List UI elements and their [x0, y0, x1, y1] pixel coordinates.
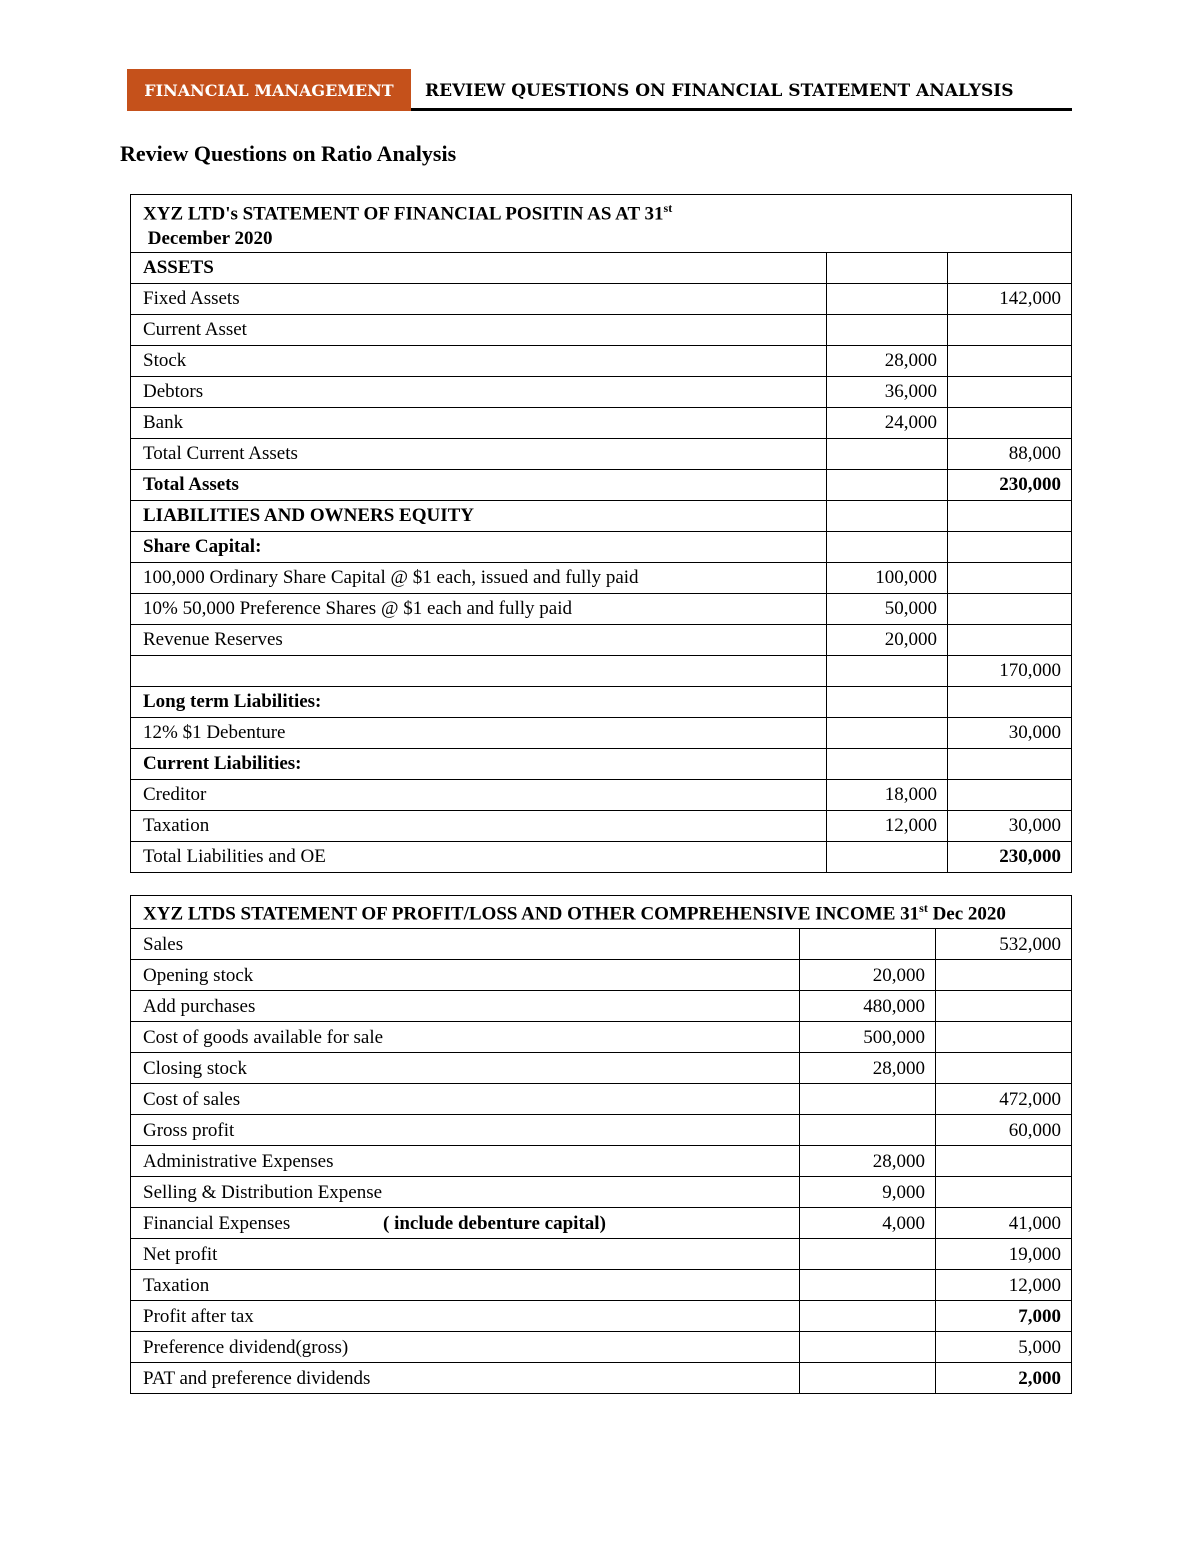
- row-amount-total: [948, 562, 1072, 593]
- row-label: [131, 438, 827, 469]
- table-row: [131, 1022, 1072, 1053]
- row-label: [131, 1146, 800, 1177]
- row-amount-inner: [827, 500, 948, 531]
- table-row: [131, 1208, 1072, 1239]
- row-label-text: Add purchases: [143, 995, 256, 1017]
- row-label: [131, 562, 827, 593]
- row-label: [131, 1022, 800, 1053]
- row-amount-total: [948, 345, 1072, 376]
- row-amount-inner: 18,000: [827, 779, 948, 810]
- row-label-text: Share Capital:: [143, 536, 262, 558]
- row-label: [131, 1208, 800, 1239]
- row-amount-inner: 28,000: [800, 1146, 936, 1177]
- table-row: [131, 841, 1072, 872]
- row-amount-total: 532,000: [936, 929, 1072, 960]
- table-row: [131, 252, 1072, 283]
- row-label: [131, 1053, 800, 1084]
- row-amount-inner: [827, 686, 948, 717]
- row-amount-total: [948, 779, 1072, 810]
- row-amount-total: 230,000: [948, 841, 1072, 872]
- row-label-text: Debtors: [143, 381, 204, 403]
- row-label-text: Financial Expenses: [143, 1212, 291, 1234]
- row-label: [131, 500, 827, 531]
- row-label: [131, 469, 827, 500]
- row-note: ( include debenture capital): [383, 1212, 606, 1234]
- row-amount-inner: 50,000: [827, 593, 948, 624]
- table-row: [131, 593, 1072, 624]
- document-header: [127, 69, 1072, 111]
- row-label-text: Total Current Assets: [143, 443, 298, 465]
- table-title-row: [131, 195, 1072, 253]
- table-row: [131, 1301, 1072, 1332]
- row-label-text: Fixed Assets: [143, 288, 240, 310]
- row-label: [131, 345, 827, 376]
- row-label-text: 12% $1 Debenture: [143, 722, 286, 744]
- row-amount-total: 30,000: [948, 717, 1072, 748]
- row-amount-inner: 20,000: [800, 960, 936, 991]
- row-label: [131, 686, 827, 717]
- row-amount-total: 12,000: [936, 1270, 1072, 1301]
- row-amount-total: [948, 314, 1072, 345]
- row-amount-inner: 28,000: [827, 345, 948, 376]
- row-amount-inner: 24,000: [827, 407, 948, 438]
- title-sup: st: [919, 901, 928, 916]
- row-amount-total: 60,000: [936, 1115, 1072, 1146]
- row-amount-inner: [827, 531, 948, 562]
- row-amount-total: 19,000: [936, 1239, 1072, 1270]
- row-amount-total: [936, 1146, 1072, 1177]
- row-label-text: Current Liabilities:: [143, 753, 302, 775]
- row-amount-total: 170,000: [948, 655, 1072, 686]
- row-label: [131, 1115, 800, 1146]
- row-amount-total: [948, 593, 1072, 624]
- title-sup: st: [663, 201, 673, 215]
- table-row: [131, 991, 1072, 1022]
- row-label: [131, 1084, 800, 1115]
- row-amount-inner: [800, 1301, 936, 1332]
- table-row: [131, 283, 1072, 314]
- table-row: [131, 717, 1072, 748]
- table-row: [131, 1332, 1072, 1363]
- row-amount-inner: [827, 469, 948, 500]
- row-amount-total: [948, 531, 1072, 562]
- table-row: [131, 748, 1072, 779]
- row-amount-inner: [800, 1332, 936, 1363]
- row-amount-inner: [827, 438, 948, 469]
- header-title: REVIEW QUESTIONS ON FINANCIAL STATEMENT ANALYSIS: [425, 81, 1014, 101]
- row-label: [131, 655, 827, 686]
- table-row: [131, 655, 1072, 686]
- table-row: [131, 960, 1072, 991]
- row-label-text: Administrative Expenses: [143, 1150, 334, 1172]
- row-amount-total: 88,000: [948, 438, 1072, 469]
- table-row: [131, 438, 1072, 469]
- table-row: [131, 1177, 1072, 1208]
- row-label-text: Total Assets: [143, 474, 239, 496]
- header-rule: [411, 108, 1072, 111]
- table-row: [131, 500, 1072, 531]
- row-label: [131, 748, 827, 779]
- row-amount-inner: 9,000: [800, 1177, 936, 1208]
- row-label: [131, 593, 827, 624]
- balance-sheet-table: [130, 194, 1072, 873]
- row-amount-inner: 100,000: [827, 562, 948, 593]
- row-label-text: LIABILITIES AND OWNERS EQUITY: [143, 505, 475, 527]
- row-amount-total: [936, 1022, 1072, 1053]
- row-amount-inner: 28,000: [800, 1053, 936, 1084]
- row-label-text: Bank: [143, 412, 184, 434]
- row-label-text: 100,000 Ordinary Share Capital @ $1 each, issued and fully paid: [143, 567, 639, 589]
- row-amount-inner: [827, 717, 948, 748]
- row-label: [131, 810, 827, 841]
- table-row: [131, 1270, 1072, 1301]
- row-label-text: Stock: [143, 350, 187, 372]
- row-label-text: Total Liabilities and OE: [143, 846, 326, 868]
- table-row: [131, 1146, 1072, 1177]
- row-amount-total: [936, 991, 1072, 1022]
- row-label-text: Opening stock: [143, 964, 254, 986]
- row-label-text: Sales: [143, 933, 184, 955]
- row-amount-total: [948, 686, 1072, 717]
- title-main: XYZ LTDS STATEMENT OF PROFIT/LOSS AND OTHER COMPREHENSIVE INCOME 31: [143, 903, 920, 925]
- income-statement-table: [130, 895, 1072, 1394]
- row-label: [131, 960, 800, 991]
- table-row: [131, 407, 1072, 438]
- row-label-text: Selling & Distribution Expense: [143, 1181, 383, 1203]
- row-label-text: Creditor: [143, 784, 207, 806]
- row-amount-total: 230,000: [948, 469, 1072, 500]
- row-amount-inner: [800, 1115, 936, 1146]
- row-label: [131, 929, 800, 960]
- row-label-text: Net profit: [143, 1243, 218, 1265]
- table-row: [131, 929, 1072, 960]
- row-label-text: Taxation: [143, 815, 210, 837]
- row-label: [131, 376, 827, 407]
- table-row: [131, 810, 1072, 841]
- row-amount-total: [948, 500, 1072, 531]
- row-amount-inner: 36,000: [827, 376, 948, 407]
- row-amount-inner: [827, 314, 948, 345]
- row-amount-inner: [800, 929, 936, 960]
- row-amount-total: [948, 407, 1072, 438]
- row-label: [131, 1239, 800, 1270]
- row-label-text: Revenue Reserves: [143, 629, 283, 651]
- row-amount-inner: [827, 283, 948, 314]
- table-row: [131, 314, 1072, 345]
- row-label: [131, 717, 827, 748]
- row-label: [131, 1301, 800, 1332]
- row-amount-total: [948, 624, 1072, 655]
- table-row: [131, 345, 1072, 376]
- row-amount-inner: [800, 1363, 936, 1394]
- header-tab: FINANCIAL MANAGEMENT: [127, 69, 411, 111]
- row-label-text: Long term Liabilities:: [143, 691, 322, 713]
- table-row: [131, 686, 1072, 717]
- table-row: [131, 469, 1072, 500]
- table-row: [131, 1363, 1072, 1394]
- row-amount-inner: [827, 841, 948, 872]
- table-row: [131, 1115, 1072, 1146]
- page-title: Review Questions on Ratio Analysis: [120, 141, 457, 166]
- row-amount-total: 472,000: [936, 1084, 1072, 1115]
- row-amount-total: 5,000: [936, 1332, 1072, 1363]
- row-label-text: Preference dividend(gross): [143, 1336, 349, 1358]
- row-label: [131, 283, 827, 314]
- row-label: [131, 1363, 800, 1394]
- table-row: [131, 624, 1072, 655]
- row-amount-total: 142,000: [948, 283, 1072, 314]
- row-label-text: PAT and preference dividends: [143, 1367, 371, 1389]
- row-amount-total: 30,000: [948, 810, 1072, 841]
- row-label-text: Cost of sales: [143, 1088, 241, 1110]
- row-label: [131, 1270, 800, 1301]
- row-amount-inner: [827, 655, 948, 686]
- table-row: [131, 1239, 1072, 1270]
- income-statement-title: [131, 896, 1072, 929]
- row-label: [131, 624, 827, 655]
- balance-sheet-title: [131, 195, 1072, 253]
- row-label-text: 10% 50,000 Preference Shares @ $1 each and fully paid: [143, 598, 573, 620]
- row-label: [131, 841, 827, 872]
- row-label: [131, 779, 827, 810]
- row-amount-total: [948, 376, 1072, 407]
- row-amount-total: [936, 960, 1072, 991]
- row-label-text: Profit after tax: [143, 1305, 254, 1327]
- row-label: [131, 991, 800, 1022]
- row-amount-total: 7,000: [936, 1301, 1072, 1332]
- row-amount-inner: 4,000: [800, 1208, 936, 1239]
- row-label-text: Cost of goods available for sale: [143, 1026, 384, 1048]
- table-row: [131, 531, 1072, 562]
- row-amount-inner: [800, 1084, 936, 1115]
- row-label-text: Taxation: [143, 1274, 210, 1296]
- row-label: [131, 314, 827, 345]
- table-row: [131, 1053, 1072, 1084]
- table-row: [131, 779, 1072, 810]
- title-line1: XYZ LTD's STATEMENT OF FINANCIAL POSITIN AS AT 31: [143, 203, 664, 225]
- row-label-text: Closing stock: [143, 1057, 247, 1079]
- table-row: [131, 1084, 1072, 1115]
- row-amount-inner: [827, 748, 948, 779]
- row-amount-inner: 500,000: [800, 1022, 936, 1053]
- row-amount-total: [948, 252, 1072, 283]
- table-row: [131, 562, 1072, 593]
- row-amount-inner: [800, 1239, 936, 1270]
- row-amount-inner: 480,000: [800, 991, 936, 1022]
- row-amount-inner: 12,000: [827, 810, 948, 841]
- row-amount-total: [948, 748, 1072, 779]
- row-amount-total: [936, 1177, 1072, 1208]
- row-amount-inner: 20,000: [827, 624, 948, 655]
- row-amount-inner: [800, 1270, 936, 1301]
- row-label-text: ASSETS: [143, 257, 214, 279]
- row-amount-total: 2,000: [936, 1363, 1072, 1394]
- row-amount-total: 41,000: [936, 1208, 1072, 1239]
- row-label-text: Gross profit: [143, 1119, 235, 1141]
- row-label-text: Current Asset: [143, 319, 247, 341]
- table-row: [131, 376, 1072, 407]
- row-label: [131, 531, 827, 562]
- row-label: [131, 1177, 800, 1208]
- row-label: [131, 1332, 800, 1363]
- row-label: [131, 252, 827, 283]
- row-amount-inner: [827, 252, 948, 283]
- title-end: Dec 2020: [927, 903, 1006, 925]
- row-label: [131, 407, 827, 438]
- title-line2: December 2020: [147, 228, 273, 250]
- row-amount-total: [936, 1053, 1072, 1084]
- table-title-row: [131, 896, 1072, 929]
